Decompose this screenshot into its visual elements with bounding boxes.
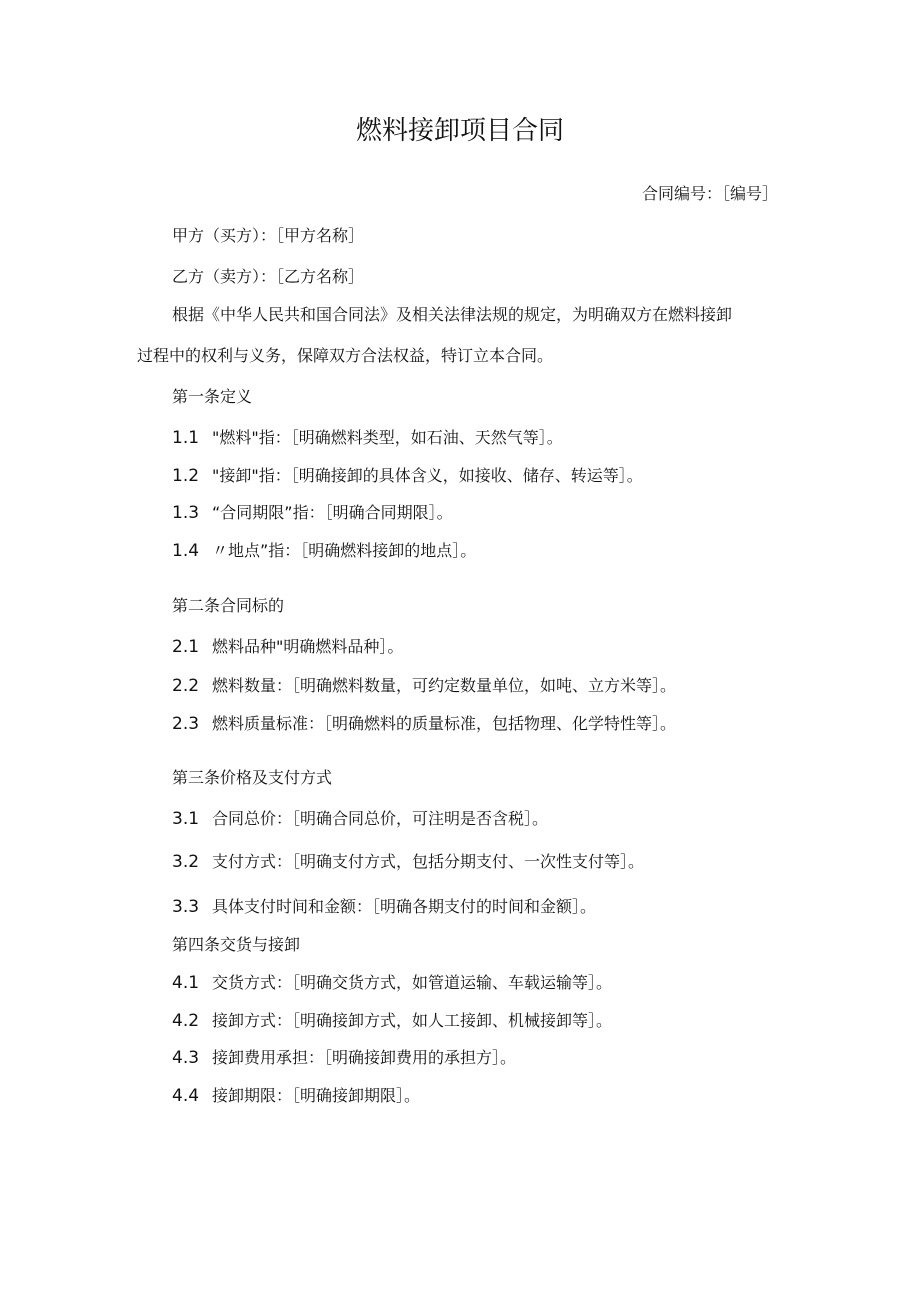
clause-item bbox=[172, 503, 453, 523]
clause-text: 接卸费用承担：［明确接卸费用的承担方］。 bbox=[212, 1048, 517, 1067]
clause-item bbox=[172, 973, 612, 993]
preamble-line-2: 过程中的权利与义务，保障双方合法权益，特订立本合同。 bbox=[137, 346, 554, 365]
clause-text: 合同总价：［明确合同总价，可注明是否含税］。 bbox=[212, 809, 549, 828]
section-heading: 第三条价格及支付方式 bbox=[172, 768, 333, 787]
clause-number: 4.1 bbox=[172, 973, 200, 993]
clause-number: 4.4 bbox=[172, 1086, 200, 1106]
clause-item bbox=[172, 1048, 516, 1068]
contract-number: 合同编号：［编号］ bbox=[641, 184, 778, 203]
clause-text: 具体支付时间和金额：［明确各期支付的时间和金额］。 bbox=[212, 897, 597, 916]
clause-number: 1.2 bbox=[172, 466, 200, 486]
clause-number: 3.2 bbox=[172, 852, 200, 872]
party-b-line: 乙方（卖方）：［乙方名称］ bbox=[172, 267, 365, 286]
section-heading: 第一条定义 bbox=[172, 387, 253, 406]
clause-number: 4.3 bbox=[172, 1048, 200, 1068]
clause-number: 1.3 bbox=[172, 503, 200, 523]
clause-number: 2.2 bbox=[172, 676, 200, 696]
clause-item bbox=[172, 541, 476, 561]
clause-text: 支付方式：［明确支付方式，包括分期支付、一次性支付等］。 bbox=[212, 852, 645, 871]
clause-item bbox=[172, 676, 676, 696]
clause-item bbox=[172, 1011, 612, 1031]
clause-item bbox=[172, 428, 563, 448]
clause-number: 2.3 bbox=[172, 714, 200, 734]
clause-item bbox=[172, 466, 643, 486]
clause-item bbox=[172, 809, 548, 829]
clause-item bbox=[172, 897, 596, 917]
clause-number: 3.3 bbox=[172, 897, 200, 917]
clause-number: 4.2 bbox=[172, 1011, 200, 1031]
clause-text: “合同期限”指：［明确合同期限］。 bbox=[212, 503, 453, 522]
clause-text: 燃料品种"明确燃料品种］。 bbox=[212, 637, 404, 656]
clause-text: "燃料"指：［明确燃料类型，如石油、天然气等］。 bbox=[212, 428, 563, 447]
clause-number: 1.1 bbox=[172, 428, 200, 448]
party-a-line: 甲方（买方）：［甲方名称］ bbox=[172, 226, 365, 245]
clause-text: 〃地点”指：［明确燃料接卸的地点］。 bbox=[212, 541, 477, 560]
clause-item bbox=[172, 637, 403, 657]
clause-text: 交货方式：［明确交货方式，如管道运输、车载运输等］。 bbox=[212, 973, 613, 992]
clause-item bbox=[172, 852, 644, 872]
page-title: 燃料接卸项目合同 bbox=[355, 116, 564, 146]
section-heading: 第四条交货与接卸 bbox=[172, 935, 301, 954]
clause-text: 燃料数量：［明确燃料数量，可约定数量单位，如吨、立方米等］。 bbox=[212, 676, 677, 695]
preamble-line-1: 根据《中华人民共和国合同法》及相关法律法规的规定，为明确双方在燃料接卸 bbox=[172, 305, 733, 324]
clause-text: "接卸"指：［明确接卸的具体含义，如接收、储存、转运等］。 bbox=[212, 466, 643, 485]
clause-text: 接卸期限：［明确接卸期限］。 bbox=[212, 1086, 421, 1105]
clause-number: 2.1 bbox=[172, 637, 200, 657]
clause-number: 3.1 bbox=[172, 809, 200, 829]
clause-item bbox=[172, 714, 676, 734]
clause-number: 1.4 bbox=[172, 541, 200, 561]
clause-item bbox=[172, 1086, 420, 1106]
section-heading: 第二条合同标的 bbox=[172, 596, 285, 615]
clause-text: 接卸方式：［明确接卸方式，如人工接卸、机械接卸等］。 bbox=[212, 1011, 613, 1030]
clause-text: 燃料质量标准：［明确燃料的质量标准，包括物理、化学特性等］。 bbox=[212, 714, 677, 733]
